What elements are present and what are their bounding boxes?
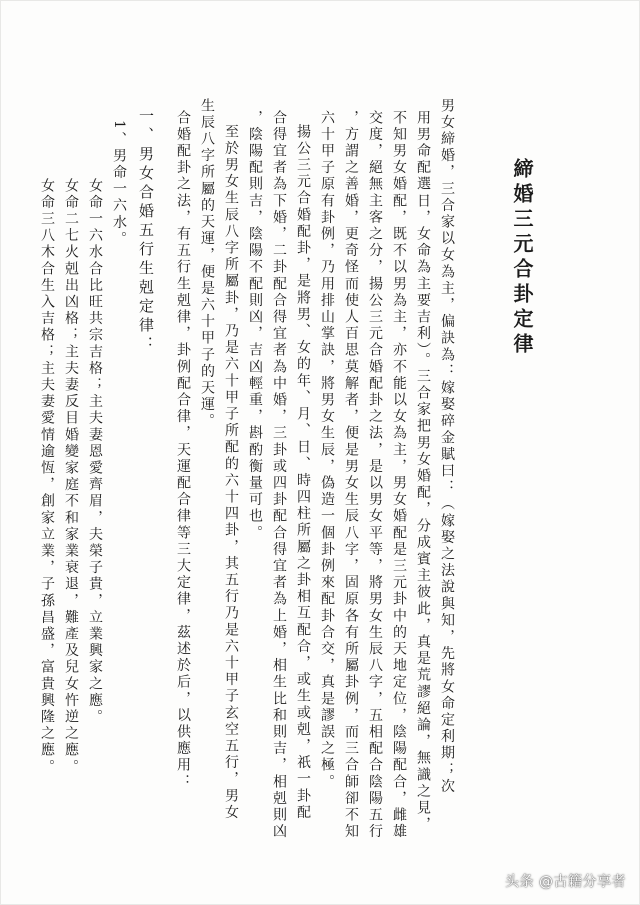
body-column: ，方謂之善婚，更奇怪而使人百思莫解者，便是男女生辰八字，固原各有所屬卦例，而三合師卻不知 [343,110,359,841]
page-title: 締婚三元合卦定律 [510,158,534,358]
body-column: 合婚配卦之法，有五行生剋律，卦例配合律，天運配合律等三大定律，茲述於后，以供應用： [175,110,191,791]
body-column: 用男命配選日，女命為主要吉利）。三合家把男女婚配，分成賓主彼此，真是荒謬絕論，無識之見， [415,110,431,834]
body-column: 六十甲子原有卦例，乃用排山掌訣，將男女生辰，偽造一個卦例來配卦合交，真是謬誤之極。 [319,110,335,791]
rule-item: 女命二七火剋出凶格；主夫妻反目婚變家庭不和家業衰退，難產及兒女忤逆之應。 [63,178,79,776]
rule-item: 女命一六水合比旺共宗吉格；主夫妻恩愛齊眉，夫榮子貴，立業興家之應。 [87,178,103,726]
body-column: 揚公三元合婚配卦，是將男、女的年、月、日、時四柱所屬之卦相互配合，或生或剋，祇一卦配 [295,124,311,822]
section-heading: 一、男女合婚五行生剋定律： [137,108,155,355]
body-column: 交度，絕無主客之分，揚公三元合婚配卦之法，是以男女平等，將男女生辰八字，五相配合陰陽五行 [367,110,383,841]
watermark: 头条 @古籍分享者 [505,874,626,890]
rule-item: 女命三八木合生入吉格；主夫妻愛情逾恆，創家立業，子孫昌盛，富貴興隆之應。 [39,178,55,776]
body-column: 男女締婚，三合家以女為主，偏訣為：嫁娶碎金賦曰：（嫁娶之法說與知，先將女命定利期；次 [439,98,455,796]
body-column: ，陰陽配則吉，陰陽不配則凶，吉凶輕重，斟酌衡量可也。 [247,110,263,542]
body-column: 不知男女婚配，既不以男為主，亦不能以女為主，男女婚配是三元卦中的天地定位，陰陽配合，雌雄 [391,110,407,841]
body-column: 合得宜者為下婚，二卦配合得宜者為中婚，三卦或四卦配合得宜者為上婚，相生比和則吉，相剋則凶 [271,110,287,841]
body-column: 生辰八字所屬的天運，便是六十甲子的天運。 [199,98,215,430]
body-column: 至於男女生辰八字所屬卦，乃是六十甲子所配的六十四卦，其五行乃是六十甲子玄空五行，男女 [223,124,239,822]
item-heading: 1、男命一六水。 [111,120,127,248]
